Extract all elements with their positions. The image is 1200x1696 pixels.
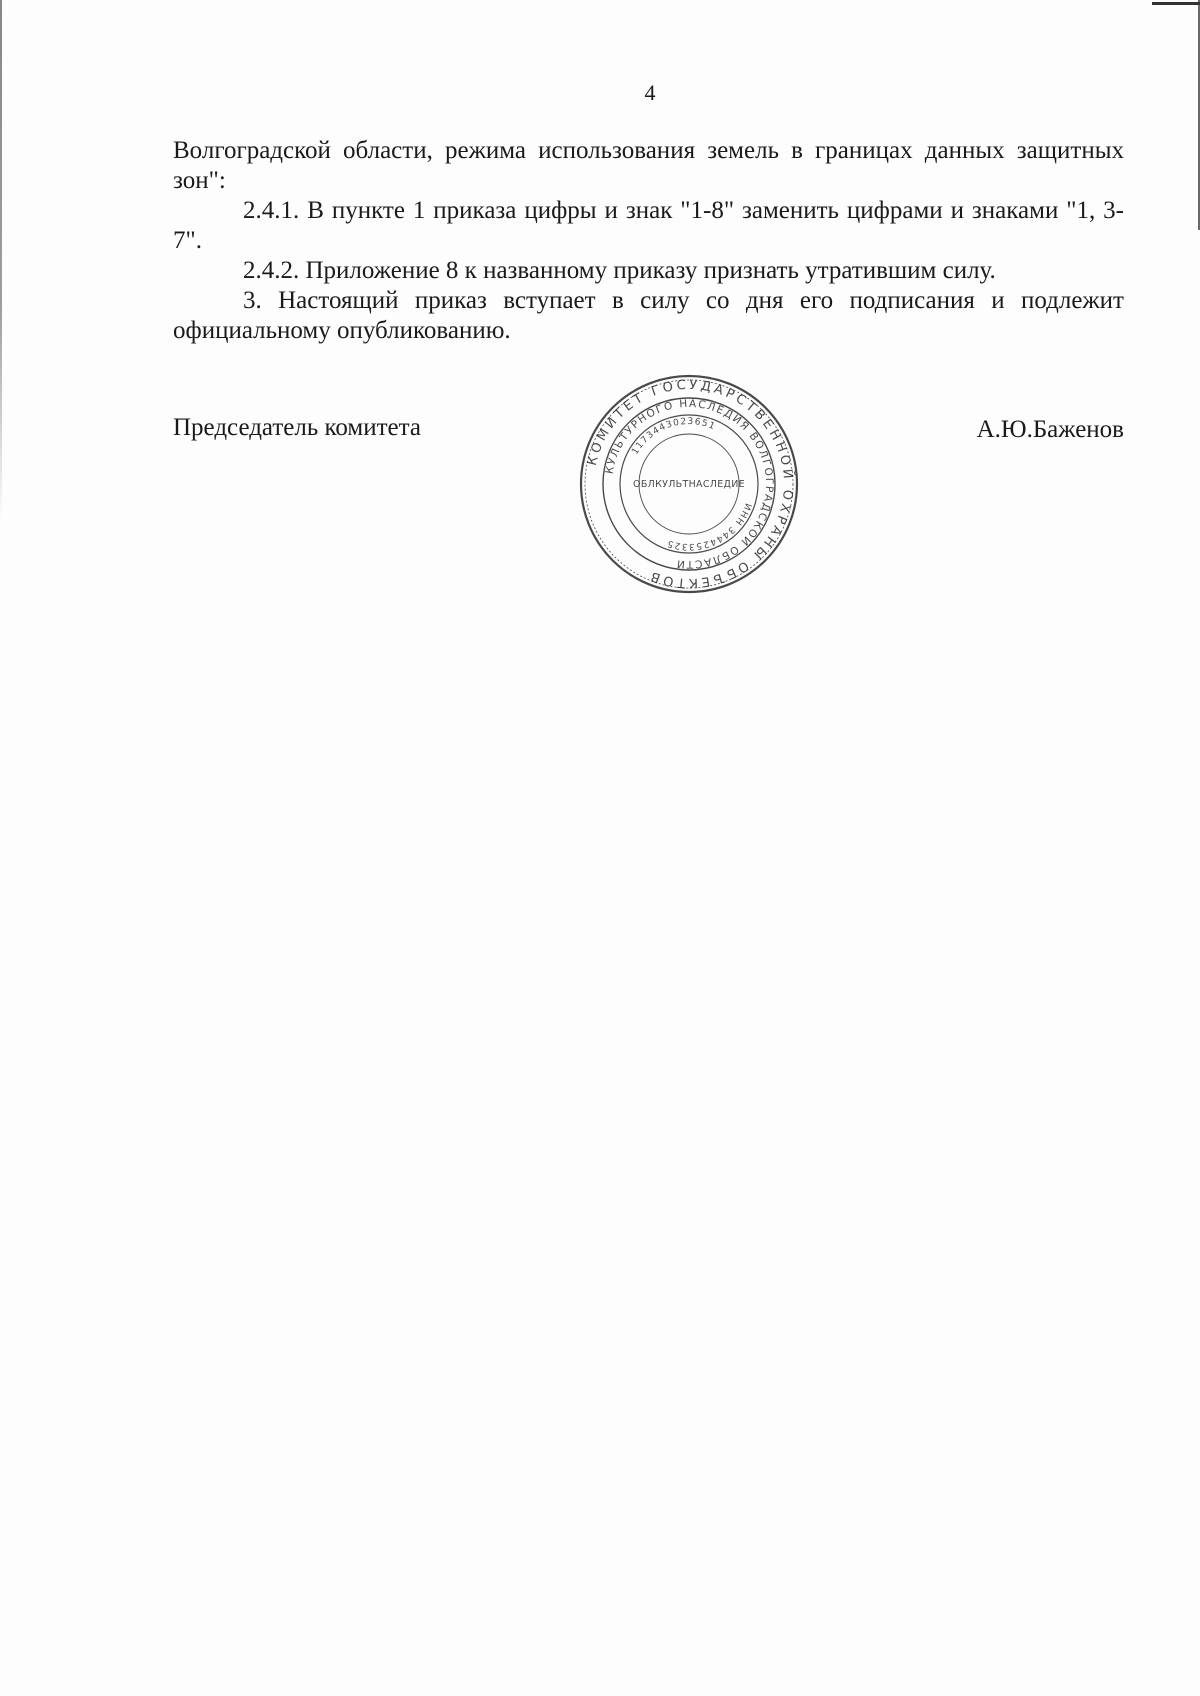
stamp-outer-text: КОМИТЕТ ГОСУДАРСТВЕННОЙ ОХРАНЫ ОБЪЕКТОВ <box>584 377 796 591</box>
stamp-ogrn-text: 1173443023651 <box>630 416 718 457</box>
paragraph-3: 3. Настоящий приказ вступает в силу со дня его подписания и подлежит официальному опубликованию. <box>173 287 1124 344</box>
paragraph-continuation: Волгоградской области, режима использования земель в границах данных защитных зон": <box>173 137 1124 194</box>
scan-edge-left <box>0 0 2 520</box>
signatory-title: Председатель комитета <box>173 414 421 441</box>
paragraph-2-4-2: 2.4.2. Приложение 8 к названному приказу признать утратившим силу. <box>243 257 996 284</box>
official-seal-stamp <box>578 373 800 595</box>
stamp-middle-text: КУЛЬТУРНОГО НАСЛЕДИЯ ВОЛГОГРАДСКОЙ ОБЛАСТИ <box>603 397 776 571</box>
document-body <box>173 136 1124 346</box>
stamp-inn-text: ИНН 3444253325 <box>665 501 753 552</box>
stamp-center-text: ОБЛКУЛЬТНАСЛЕДИЕ <box>633 479 745 490</box>
scan-corner-mark <box>1152 2 1200 5</box>
paragraph-2-4-1: 2.4.1. В пункте 1 приказа цифры и знак "1-8" заменить цифрами и знаками "1, 3-7". <box>173 197 1124 254</box>
page-number: 4 <box>644 80 656 105</box>
signatory-name: А.Ю.Баженов <box>976 416 1124 443</box>
